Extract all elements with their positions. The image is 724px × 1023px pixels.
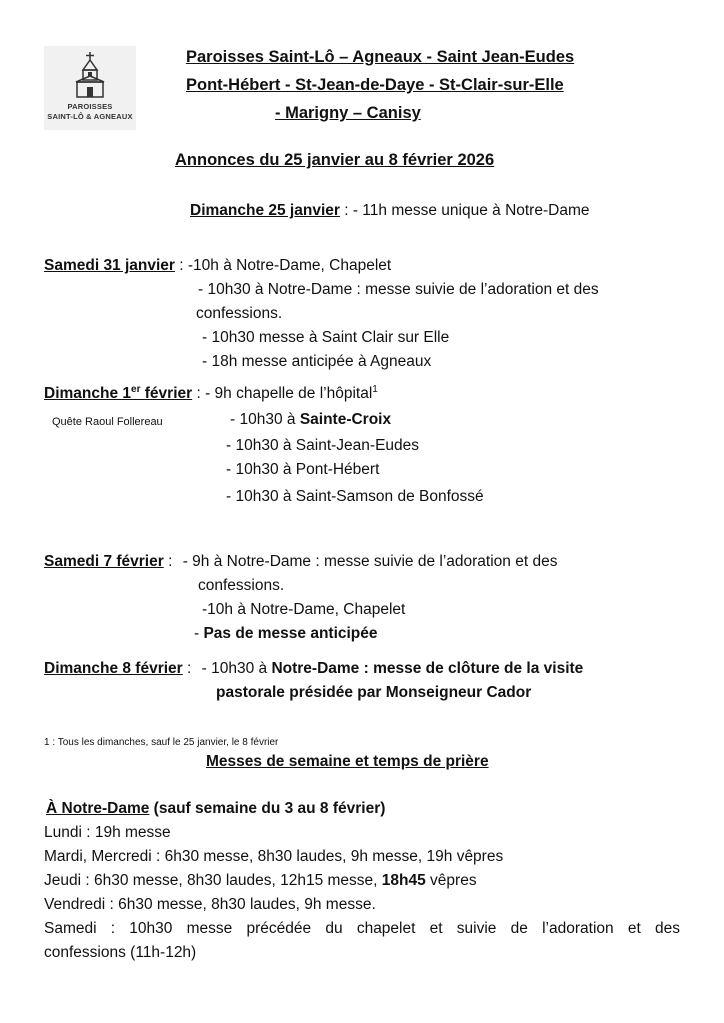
saturday-7-line-4-bold: Pas de messe anticipée: [203, 625, 378, 642]
saturday-7-line-3: -10h à Notre-Dame, Chapelet: [202, 601, 406, 618]
tue-wed-line: Mardi, Mercredi : 6h30 messe, 8h30 laudes, 9h messe, 19h vêpres: [44, 848, 504, 865]
thursday-line: [44, 871, 477, 891]
sunday-8-sep: :: [182, 660, 196, 677]
header-line-3: - Marigny – Canisy: [275, 104, 421, 122]
saturday-31-line-1: -10h à Notre-Dame, Chapelet: [187, 257, 392, 274]
saturday-31-line-5: - 18h messe anticipée à Agneaux: [202, 353, 432, 370]
sunday-1-line-1: - 9h chapelle de l’hôpital: [205, 385, 373, 402]
sunday-1-line-3: - 10h30 à Saint-Jean-Eudes: [226, 437, 420, 454]
friday-line: Vendredi : 6h30 messe, 8h30 laudes, 9h messe.: [44, 896, 376, 913]
sunday-25-row: [190, 201, 589, 221]
notre-dame-heading-note: (sauf semaine du 3 au 8 février): [149, 800, 386, 817]
thursday-line-b: vêpres: [425, 872, 477, 889]
notre-dame-heading: [46, 799, 385, 819]
parish-logo: [44, 46, 136, 130]
sunday-1-row: [44, 384, 378, 404]
sunday-1-label-sup: er: [131, 383, 141, 395]
thursday-line-bold: 18h45: [381, 872, 426, 889]
saturday-7-line-4-prefix: -: [194, 625, 204, 642]
saturday-7-line-1: - 9h à Notre-Dame : messe suivie de l’adoration et des: [182, 553, 558, 570]
logo-line-2: SAINT-LÔ & AGNEAUX: [47, 112, 133, 121]
thursday-line-a: Jeudi : 6h30 messe, 8h30 laudes, 12h15 messe,: [44, 872, 382, 889]
saturday-31-label: Samedi 31 janvier: [44, 257, 175, 274]
monday-line: Lundi : 19h messe: [44, 824, 171, 841]
saturday-7-row: [44, 552, 557, 572]
sunday-25-text: - 11h messe unique à Notre-Dame: [352, 202, 590, 219]
saturday-7-label: Samedi 7 février: [44, 553, 164, 570]
saturday-line-2: confessions (11h-12h): [44, 944, 197, 961]
footnote-ref: 1: [372, 383, 378, 395]
sunday-25-label: Dimanche 25 janvier: [190, 202, 340, 219]
saturday-7-line-2: confessions.: [198, 577, 285, 594]
sunday-1-label-a: Dimanche 1: [44, 385, 132, 402]
saturday-31-sep: :: [174, 257, 188, 274]
sunday-8-line-1-bold: Notre-Dame : messe de clôture de la visite: [271, 660, 584, 677]
header-line-1: Paroisses Saint-Lô – Agneaux - Saint Jean-Eudes: [186, 48, 575, 66]
sunday-8-line-1-prefix: - 10h30 à: [201, 660, 272, 677]
sunday-1-label: [44, 385, 192, 402]
saturday-31-row: [44, 256, 391, 276]
sunday-1-label-b: février: [140, 385, 193, 402]
sunday-8-row: [44, 659, 583, 679]
sunday-1-line-2-prefix: - 10h30 à: [230, 411, 300, 428]
sunday-1-line-2: [230, 410, 391, 430]
saturday-31-line-3: confessions.: [196, 305, 283, 322]
header-line-2: Pont-Hébert - St-Jean-de-Daye - St-Clair-sur-Elle: [186, 76, 564, 94]
sunday-1-line-2-bold: Sainte-Croix: [299, 411, 392, 428]
saturday-line-1: Samedi : 10h30 messe précédée du chapelet et suivie de l’adoration et des: [44, 920, 680, 937]
sunday-8-label: Dimanche 8 février: [44, 660, 183, 677]
sunday-8-line-2: pastorale présidée par Monseigneur Cador: [216, 684, 532, 701]
sunday-1-line-5: - 10h30 à Saint-Samson de Bonfossé: [226, 488, 484, 505]
sunday-1-line-4: - 10h30 à Pont-Hébert: [226, 461, 380, 478]
saturday-7-sep: :: [163, 553, 177, 570]
page-title: Annonces du 25 janvier au 8 février 2026: [175, 151, 495, 169]
footnote: 1 : Tous les dimanches, sauf le 25 janvier, le 8 février: [44, 737, 279, 748]
saturday-31-line-2: - 10h30 à Notre-Dame : messe suivie de l’adoration et des: [198, 281, 599, 298]
saturday-31-line-4: - 10h30 messe à Saint Clair sur Elle: [202, 329, 450, 346]
church-icon: [74, 52, 106, 98]
section-title: Messes de semaine et temps de prière: [206, 753, 489, 770]
saturday-7-line-4: [194, 624, 378, 644]
logo-line-1: PAROISSES: [67, 102, 113, 111]
sunday-25-sep: :: [339, 202, 353, 219]
notre-dame-heading-label: À Notre-Dame: [46, 800, 150, 817]
sunday-1-sep: :: [192, 385, 206, 402]
quete-note: Quête Raoul Follereau: [52, 416, 163, 428]
